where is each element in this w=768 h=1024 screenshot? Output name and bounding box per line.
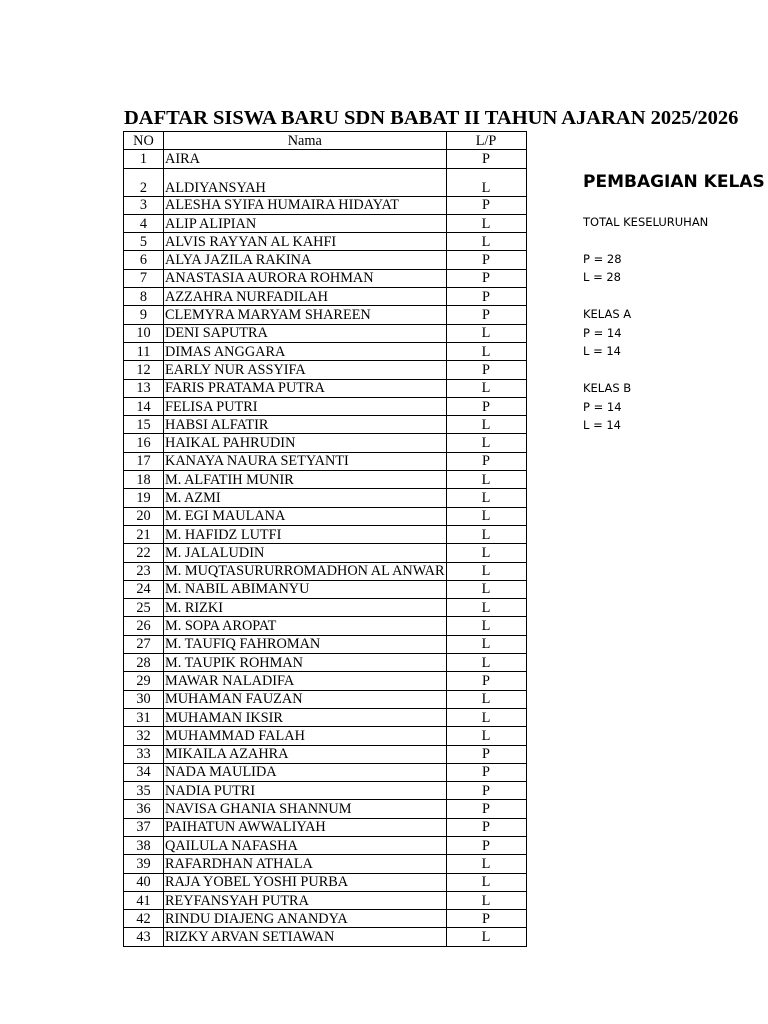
row-number: 40 [124, 873, 164, 891]
table-row [124, 727, 527, 745]
row-number: 42 [124, 910, 164, 928]
student-gender: L [446, 635, 526, 653]
table-row [124, 873, 527, 891]
row-number: 8 [124, 288, 164, 306]
row-number: 12 [124, 361, 164, 379]
student-gender: L [446, 168, 526, 196]
student-gender: L [446, 525, 526, 543]
student-name: M. TAUFIQ FAHROMAN [164, 635, 447, 653]
student-name: NADIA PUTRI [164, 782, 447, 800]
student-name: DIMAS ANGGARA [164, 342, 447, 360]
student-gender: L [446, 434, 526, 452]
row-number: 31 [124, 708, 164, 726]
table-header-row [124, 132, 527, 150]
row-number: 21 [124, 525, 164, 543]
student-name: AZZAHRA NURFADILAH [164, 288, 447, 306]
row-number: 1 [124, 150, 164, 168]
student-gender: P [446, 672, 526, 690]
student-name: M. ALFATIH MUNIR [164, 471, 447, 489]
table-row [124, 452, 527, 470]
row-number: 33 [124, 745, 164, 763]
student-name: ALVIS RAYYAN AL KAHFI [164, 233, 447, 251]
table-row [124, 562, 527, 580]
student-name: M. HAFIDZ LUTFI [164, 525, 447, 543]
student-gender: P [446, 150, 526, 168]
table-row [124, 196, 527, 214]
student-name: RINDU DIAJENG ANANDYA [164, 910, 447, 928]
table-row [124, 489, 527, 507]
student-gender: P [446, 745, 526, 763]
table-row [124, 342, 527, 360]
table-row [124, 214, 527, 232]
student-name: RAFARDHAN ATHALA [164, 855, 447, 873]
table-row [124, 324, 527, 342]
student-gender: P [446, 251, 526, 269]
student-name: M. MUQTASURURROMADHON AL ANWAR [165, 563, 445, 580]
student-gender: L [446, 544, 526, 562]
table-row [124, 269, 527, 287]
student-name: CLEMYRA MARYAM SHAREEN [164, 306, 447, 324]
table-row [124, 672, 527, 690]
student-gender: L [446, 599, 526, 617]
row-number: 9 [124, 306, 164, 324]
table-row [124, 306, 527, 324]
student-name: ALYA JAZILA RAKINA [164, 251, 447, 269]
row-number: 28 [124, 654, 164, 672]
row-number: 38 [124, 836, 164, 854]
table-row [124, 434, 527, 452]
student-name: M. JALALUDIN [164, 544, 447, 562]
table-row [124, 251, 527, 269]
student-name: MUHAMMAD FALAH [164, 727, 447, 745]
student-name: MAWAR NALADIFA [164, 672, 447, 690]
student-gender: P [446, 818, 526, 836]
kelas-a-l: L = 14 [583, 344, 621, 358]
total-l: L = 28 [583, 270, 621, 284]
student-name: DENI SAPUTRA [164, 324, 447, 342]
kelas-b-l: L = 14 [583, 418, 621, 432]
table-row [124, 928, 527, 946]
student-gender: L [446, 379, 526, 397]
student-name: M. RIZKI [164, 599, 447, 617]
student-name: MIKAILA AZAHRA [164, 745, 447, 763]
row-number: 29 [124, 672, 164, 690]
student-name: MUHAMAN FAUZAN [164, 690, 447, 708]
row-number: 37 [124, 818, 164, 836]
student-gender: L [446, 342, 526, 360]
row-number: 15 [124, 416, 164, 434]
header-no: NO [124, 132, 164, 150]
student-gender: L [446, 855, 526, 873]
row-number: 25 [124, 599, 164, 617]
row-number: 32 [124, 727, 164, 745]
student-name: KANAYA NAURA SETYANTI [164, 452, 447, 470]
table-row [124, 635, 527, 653]
student-gender: P [446, 800, 526, 818]
student-name: HAIKAL PAHRUDIN [164, 434, 447, 452]
table-row [124, 471, 527, 489]
table-row [124, 690, 527, 708]
class-division-heading: PEMBAGIAN KELAS [583, 172, 765, 192]
row-number: 4 [124, 214, 164, 232]
student-name: MUHAMAN IKSIR [164, 708, 447, 726]
student-gender: L [446, 214, 526, 232]
row-number: 30 [124, 690, 164, 708]
row-number: 6 [124, 251, 164, 269]
table-row [124, 836, 527, 854]
table-row [124, 544, 527, 562]
student-gender: P [446, 452, 526, 470]
row-number: 10 [124, 324, 164, 342]
row-number: 43 [124, 928, 164, 946]
table-row [124, 168, 527, 196]
student-name: RIZKY ARVAN SETIAWAN [164, 928, 447, 946]
table-row [124, 361, 527, 379]
student-name: PAIHATUN AWWALIYAH [164, 818, 447, 836]
row-number: 36 [124, 800, 164, 818]
row-number: 20 [124, 507, 164, 525]
student-name: M. TAUPIK ROHMAN [164, 654, 447, 672]
student-name: QAILULA NAFASHA [164, 836, 447, 854]
student-name: AIRA [164, 150, 447, 168]
student-gender: L [446, 324, 526, 342]
student-name: ALESHA SYIFA HUMAIRA HIDAYAT [164, 196, 447, 214]
student-name: NADA MAULIDA [164, 763, 447, 781]
page-title: DAFTAR SISWA BARU SDN BABAT II TAHUN AJARAN 2025/2026 [124, 107, 739, 129]
row-number: 16 [124, 434, 164, 452]
student-gender: P [446, 836, 526, 854]
student-gender: P [446, 910, 526, 928]
header-lp: L/P [446, 132, 526, 150]
student-name: RAJA YOBEL YOSHI PURBA [164, 873, 447, 891]
row-number: 35 [124, 782, 164, 800]
kelas-a-p: P = 14 [583, 325, 622, 340]
student-gender: P [446, 269, 526, 287]
class-division-panel [583, 170, 768, 435]
student-name: M. NABIL ABIMANYU [164, 580, 447, 598]
table-row [124, 818, 527, 836]
student-name: EARLY NUR ASSYIFA [164, 361, 447, 379]
row-number: 7 [124, 269, 164, 287]
table-row [124, 379, 527, 397]
student-gender: P [446, 397, 526, 415]
student-gender: L [446, 727, 526, 745]
row-number: 17 [124, 452, 164, 470]
row-number: 2 [124, 168, 164, 196]
student-name: ALDIYANSYAH [164, 168, 447, 196]
table-row [124, 855, 527, 873]
row-number: 13 [124, 379, 164, 397]
table-row [124, 507, 527, 525]
student-gender: P [446, 763, 526, 781]
row-number: 22 [124, 544, 164, 562]
table-row [124, 288, 527, 306]
kelas-a-label: KELAS A [583, 307, 632, 321]
row-number: 11 [124, 342, 164, 360]
student-gender: P [446, 782, 526, 800]
total-label: TOTAL KESELURUHAN [583, 214, 709, 229]
table-row [124, 150, 527, 168]
table-row [124, 891, 527, 909]
row-number: 26 [124, 617, 164, 635]
student-gender: L [446, 507, 526, 525]
student-gender: L [446, 562, 526, 580]
student-gender: L [446, 654, 526, 672]
row-number: 41 [124, 891, 164, 909]
student-gender: L [446, 489, 526, 507]
student-gender: L [446, 873, 526, 891]
student-gender: L [446, 708, 526, 726]
table-row [124, 800, 527, 818]
student-name: M. SOPA AROPAT [164, 617, 447, 635]
row-number: 27 [124, 635, 164, 653]
total-p: P = 28 [583, 251, 622, 266]
table-row [124, 708, 527, 726]
table-row [124, 617, 527, 635]
student-table [123, 131, 527, 947]
kelas-b-label: KELAS B [583, 381, 632, 395]
row-number: 34 [124, 763, 164, 781]
table-row [124, 910, 527, 928]
student-name: HABSI ALFATIR [164, 416, 447, 434]
student-gender: L [446, 891, 526, 909]
student-name: ALIP ALIPIAN [164, 214, 447, 232]
table-row [124, 745, 527, 763]
row-number: 19 [124, 489, 164, 507]
student-gender: L [446, 690, 526, 708]
student-name: FELISA PUTRI [164, 397, 447, 415]
student-gender: L [446, 233, 526, 251]
student-gender: L [446, 617, 526, 635]
table-row [124, 782, 527, 800]
student-name: M. AZMI [164, 489, 447, 507]
student-name: M. EGI MAULANA [164, 507, 447, 525]
table-row [124, 599, 527, 617]
header-nama: Nama [164, 132, 447, 150]
student-gender: P [446, 288, 526, 306]
student-name: NAVISA GHANIA SHANNUM [164, 800, 447, 818]
table-row [124, 233, 527, 251]
row-number: 5 [124, 233, 164, 251]
table-body [124, 150, 527, 946]
student-gender: L [446, 928, 526, 946]
table-row [124, 525, 527, 543]
student-name: FARIS PRATAMA PUTRA [164, 379, 447, 397]
row-number: 3 [124, 196, 164, 214]
student-gender: P [446, 196, 526, 214]
table-row [124, 416, 527, 434]
student-gender: L [446, 580, 526, 598]
row-number: 14 [124, 397, 164, 415]
row-number: 23 [124, 562, 164, 580]
row-number: 18 [124, 471, 164, 489]
student-name: REYFANSYAH PUTRA [164, 891, 447, 909]
student-gender: P [446, 306, 526, 324]
table-row [124, 397, 527, 415]
row-number: 39 [124, 855, 164, 873]
row-number: 24 [124, 580, 164, 598]
student-gender: L [446, 416, 526, 434]
student-gender: P [446, 361, 526, 379]
table-row [124, 654, 527, 672]
table-row [124, 763, 527, 781]
student-gender: L [446, 471, 526, 489]
table-row [124, 580, 527, 598]
kelas-b-p: P = 14 [583, 399, 622, 414]
student-name: ANASTASIA AURORA ROHMAN [164, 269, 447, 287]
